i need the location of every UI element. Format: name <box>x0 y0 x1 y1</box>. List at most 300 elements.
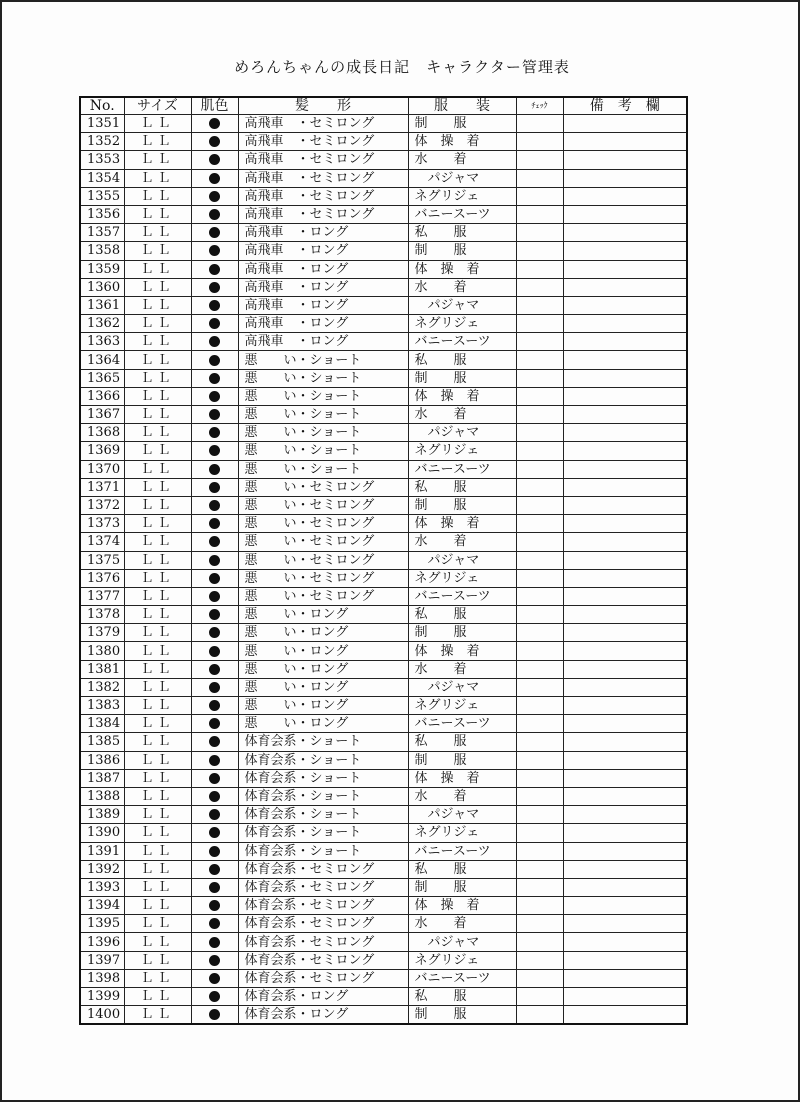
cell-notes <box>563 733 687 751</box>
cell-size: ＬＬ <box>124 988 191 1006</box>
cell-size: ＬＬ <box>124 260 191 278</box>
cell-notes <box>563 533 687 551</box>
cell-skin <box>191 296 238 314</box>
cell-skin <box>191 769 238 787</box>
skin-dot-icon <box>209 773 220 784</box>
cell-size: ＬＬ <box>124 442 191 460</box>
cell-skin <box>191 842 238 860</box>
cell-check <box>516 842 563 860</box>
cell-size: ＬＬ <box>124 296 191 314</box>
cell-no: 1356 <box>80 205 124 223</box>
cell-check <box>516 478 563 496</box>
cell-hair: 体育会系・セミロング <box>238 969 408 987</box>
cell-outfit: 制 服 <box>408 496 516 514</box>
cell-skin <box>191 133 238 151</box>
cell-notes <box>563 697 687 715</box>
cell-notes <box>563 442 687 460</box>
table-row <box>80 678 687 696</box>
cell-notes <box>563 988 687 1006</box>
cell-check <box>516 351 563 369</box>
cell-check <box>516 333 563 351</box>
skin-dot-icon <box>209 809 220 820</box>
cell-outfit: 体 操 着 <box>408 387 516 405</box>
cell-skin <box>191 624 238 642</box>
cell-outfit: ネグリジェ <box>408 187 516 205</box>
cell-size: ＬＬ <box>124 587 191 605</box>
skin-dot-icon <box>209 864 220 875</box>
table-row <box>80 988 687 1006</box>
cell-hair: 体育会系・ショート <box>238 733 408 751</box>
cell-no: 1366 <box>80 387 124 405</box>
cell-no: 1365 <box>80 369 124 387</box>
cell-no: 1377 <box>80 587 124 605</box>
cell-hair: 悪 い・ショート <box>238 387 408 405</box>
skin-dot-icon <box>209 973 220 984</box>
skin-dot-icon <box>209 918 220 929</box>
cell-size: ＬＬ <box>124 205 191 223</box>
cell-size: ＬＬ <box>124 969 191 987</box>
cell-skin <box>191 915 238 933</box>
cell-skin <box>191 787 238 805</box>
skin-dot-icon <box>209 518 220 529</box>
cell-outfit: 私 服 <box>408 606 516 624</box>
cell-size: ＬＬ <box>124 333 191 351</box>
cell-check <box>516 533 563 551</box>
cell-notes <box>563 878 687 896</box>
skin-dot-icon <box>209 300 220 311</box>
table-row <box>80 442 687 460</box>
cell-hair: 悪 い・ロング <box>238 624 408 642</box>
header-hair: 髪 形 <box>238 97 408 115</box>
table-row <box>80 842 687 860</box>
cell-hair: 悪 い・ロング <box>238 715 408 733</box>
cell-outfit: ネグリジェ <box>408 442 516 460</box>
cell-outfit: 体 操 着 <box>408 897 516 915</box>
cell-hair: 体育会系・セミロング <box>238 878 408 896</box>
cell-size: ＬＬ <box>124 515 191 533</box>
table-row <box>80 751 687 769</box>
skin-dot-icon <box>209 955 220 966</box>
cell-size: ＬＬ <box>124 733 191 751</box>
cell-check <box>516 660 563 678</box>
cell-hair: 体育会系・ショート <box>238 787 408 805</box>
cell-skin <box>191 224 238 242</box>
cell-outfit: パジャマ <box>408 424 516 442</box>
cell-no: 1393 <box>80 878 124 896</box>
table-row <box>80 1006 687 1025</box>
cell-notes <box>563 860 687 878</box>
cell-outfit: パジャマ <box>408 296 516 314</box>
table-row <box>80 351 687 369</box>
cell-no: 1362 <box>80 315 124 333</box>
cell-no: 1369 <box>80 442 124 460</box>
cell-check <box>516 551 563 569</box>
cell-skin <box>191 115 238 133</box>
skin-dot-icon <box>209 464 220 475</box>
cell-outfit: ネグリジェ <box>408 697 516 715</box>
cell-no: 1357 <box>80 224 124 242</box>
cell-notes <box>563 624 687 642</box>
skin-dot-icon <box>209 336 220 347</box>
table-row <box>80 787 687 805</box>
cell-hair: 高飛車 ・セミロング <box>238 187 408 205</box>
header-size: サイズ <box>124 97 191 115</box>
table-row <box>80 642 687 660</box>
cell-check <box>516 878 563 896</box>
header-outfit: 服 装 <box>408 97 516 115</box>
cell-notes <box>563 842 687 860</box>
table-row <box>80 224 687 242</box>
skin-dot-icon <box>209 1009 220 1020</box>
cell-hair: 悪 い・セミロング <box>238 587 408 605</box>
cell-no: 1376 <box>80 569 124 587</box>
cell-check <box>516 169 563 187</box>
cell-notes <box>563 897 687 915</box>
cell-notes <box>563 315 687 333</box>
cell-no: 1360 <box>80 278 124 296</box>
cell-skin <box>191 878 238 896</box>
cell-outfit: 制 服 <box>408 878 516 896</box>
cell-skin <box>191 642 238 660</box>
cell-notes <box>563 187 687 205</box>
skin-dot-icon <box>209 318 220 329</box>
cell-no: 1373 <box>80 515 124 533</box>
table-row <box>80 533 687 551</box>
cell-no: 1352 <box>80 133 124 151</box>
skin-dot-icon <box>209 827 220 838</box>
cell-outfit: パジャマ <box>408 806 516 824</box>
cell-no: 1370 <box>80 460 124 478</box>
cell-no: 1375 <box>80 551 124 569</box>
skin-dot-icon <box>209 791 220 802</box>
table-row <box>80 897 687 915</box>
cell-no: 1372 <box>80 496 124 514</box>
cell-size: ＬＬ <box>124 569 191 587</box>
skin-dot-icon <box>209 536 220 547</box>
cell-check <box>516 296 563 314</box>
cell-hair: 高飛車 ・ロング <box>238 224 408 242</box>
skin-dot-icon <box>209 664 220 675</box>
cell-no: 1385 <box>80 733 124 751</box>
skin-dot-icon <box>209 937 220 948</box>
cell-outfit: 制 服 <box>408 369 516 387</box>
skin-dot-icon <box>209 191 220 202</box>
cell-check <box>516 387 563 405</box>
cell-outfit: バニースーツ <box>408 333 516 351</box>
cell-notes <box>563 406 687 424</box>
cell-outfit: 水 着 <box>408 406 516 424</box>
cell-outfit: バニースーツ <box>408 205 516 223</box>
table-row <box>80 606 687 624</box>
cell-skin <box>191 733 238 751</box>
cell-hair: 悪 い・セミロング <box>238 569 408 587</box>
cell-check <box>516 515 563 533</box>
cell-check <box>516 988 563 1006</box>
cell-skin <box>191 278 238 296</box>
cell-size: ＬＬ <box>124 769 191 787</box>
skin-dot-icon <box>209 882 220 893</box>
cell-hair: 体育会系・セミロング <box>238 933 408 951</box>
cell-size: ＬＬ <box>124 460 191 478</box>
cell-notes <box>563 424 687 442</box>
cell-size: ＬＬ <box>124 624 191 642</box>
cell-hair: 体育会系・ロング <box>238 988 408 1006</box>
cell-hair: 体育会系・セミロング <box>238 897 408 915</box>
table-row <box>80 169 687 187</box>
cell-size: ＬＬ <box>124 369 191 387</box>
cell-outfit: 体 操 着 <box>408 133 516 151</box>
cell-check <box>516 496 563 514</box>
cell-check <box>516 624 563 642</box>
cell-no: 1381 <box>80 660 124 678</box>
cell-hair: 悪 い・ショート <box>238 406 408 424</box>
cell-outfit: 水 着 <box>408 533 516 551</box>
cell-no: 1355 <box>80 187 124 205</box>
table-row <box>80 260 687 278</box>
table-row <box>80 769 687 787</box>
skin-dot-icon <box>209 646 220 657</box>
skin-dot-icon <box>209 682 220 693</box>
header-skin: 肌色 <box>191 97 238 115</box>
cell-size: ＬＬ <box>124 169 191 187</box>
cell-check <box>516 406 563 424</box>
skin-dot-icon <box>209 264 220 275</box>
cell-notes <box>563 260 687 278</box>
cell-hair: 悪 い・ロング <box>238 660 408 678</box>
cell-no: 1386 <box>80 751 124 769</box>
cell-check <box>516 224 563 242</box>
cell-outfit: 制 服 <box>408 1006 516 1025</box>
cell-check <box>516 897 563 915</box>
cell-hair: 高飛車 ・セミロング <box>238 115 408 133</box>
cell-hair: 高飛車 ・ロング <box>238 260 408 278</box>
table-row <box>80 187 687 205</box>
cell-hair: 高飛車 ・セミロング <box>238 169 408 187</box>
cell-outfit: パジャマ <box>408 169 516 187</box>
skin-dot-icon <box>209 755 220 766</box>
cell-skin <box>191 351 238 369</box>
cell-hair: 悪 い・ショート <box>238 442 408 460</box>
table-row <box>80 242 687 260</box>
cell-check <box>516 442 563 460</box>
table-row <box>80 387 687 405</box>
cell-size: ＬＬ <box>124 551 191 569</box>
cell-size: ＬＬ <box>124 897 191 915</box>
cell-outfit: パジャマ <box>408 933 516 951</box>
skin-dot-icon <box>209 627 220 638</box>
table-body <box>80 115 687 1025</box>
cell-outfit: ネグリジェ <box>408 824 516 842</box>
cell-notes <box>563 369 687 387</box>
cell-notes <box>563 478 687 496</box>
cell-skin <box>191 533 238 551</box>
cell-outfit: 水 着 <box>408 278 516 296</box>
cell-notes <box>563 660 687 678</box>
cell-hair: 体育会系・ショート <box>238 824 408 842</box>
cell-notes <box>563 915 687 933</box>
cell-size: ＬＬ <box>124 878 191 896</box>
table-row <box>80 424 687 442</box>
skin-dot-icon <box>209 700 220 711</box>
cell-check <box>516 678 563 696</box>
table-row <box>80 296 687 314</box>
cell-notes <box>563 333 687 351</box>
cell-notes <box>563 969 687 987</box>
cell-skin <box>191 551 238 569</box>
cell-no: 1395 <box>80 915 124 933</box>
skin-dot-icon <box>209 427 220 438</box>
cell-notes <box>563 606 687 624</box>
cell-no: 1387 <box>80 769 124 787</box>
cell-size: ＬＬ <box>124 642 191 660</box>
cell-notes <box>563 715 687 733</box>
cell-skin <box>191 806 238 824</box>
table-row <box>80 569 687 587</box>
cell-no: 1374 <box>80 533 124 551</box>
cell-notes <box>563 387 687 405</box>
cell-check <box>516 969 563 987</box>
skin-dot-icon <box>209 154 220 165</box>
table-row <box>80 969 687 987</box>
cell-hair: 悪 い・ショート <box>238 351 408 369</box>
cell-hair: 高飛車 ・セミロング <box>238 133 408 151</box>
table-row <box>80 860 687 878</box>
cell-size: ＬＬ <box>124 678 191 696</box>
cell-outfit: 私 服 <box>408 224 516 242</box>
cell-notes <box>563 587 687 605</box>
cell-outfit: 水 着 <box>408 151 516 169</box>
cell-skin <box>191 569 238 587</box>
cell-no: 1351 <box>80 115 124 133</box>
table-row <box>80 278 687 296</box>
cell-size: ＬＬ <box>124 133 191 151</box>
cell-check <box>516 860 563 878</box>
character-management-table <box>79 96 688 1025</box>
cell-hair: 悪 い・ロング <box>238 678 408 696</box>
skin-dot-icon <box>209 391 220 402</box>
skin-dot-icon <box>209 555 220 566</box>
cell-outfit: ネグリジェ <box>408 951 516 969</box>
cell-check <box>516 115 563 133</box>
cell-no: 1371 <box>80 478 124 496</box>
cell-check <box>516 424 563 442</box>
cell-no: 1354 <box>80 169 124 187</box>
cell-notes <box>563 551 687 569</box>
cell-outfit: ネグリジェ <box>408 569 516 587</box>
cell-no: 1359 <box>80 260 124 278</box>
cell-notes <box>563 642 687 660</box>
cell-notes <box>563 151 687 169</box>
table-row <box>80 315 687 333</box>
cell-hair: 高飛車 ・ロング <box>238 278 408 296</box>
cell-no: 1379 <box>80 624 124 642</box>
cell-notes <box>563 205 687 223</box>
cell-size: ＬＬ <box>124 224 191 242</box>
cell-outfit: 私 服 <box>408 733 516 751</box>
cell-skin <box>191 1006 238 1025</box>
cell-hair: 悪 い・ショート <box>238 424 408 442</box>
table-row <box>80 697 687 715</box>
table-row <box>80 478 687 496</box>
cell-size: ＬＬ <box>124 187 191 205</box>
cell-no: 1353 <box>80 151 124 169</box>
cell-size: ＬＬ <box>124 715 191 733</box>
skin-dot-icon <box>209 718 220 729</box>
cell-skin <box>191 751 238 769</box>
cell-hair: 高飛車 ・ロング <box>238 315 408 333</box>
cell-check <box>516 133 563 151</box>
cell-notes <box>563 1006 687 1025</box>
cell-hair: 高飛車 ・ロング <box>238 333 408 351</box>
cell-skin <box>191 369 238 387</box>
cell-outfit: バニースーツ <box>408 460 516 478</box>
cell-no: 1358 <box>80 242 124 260</box>
cell-size: ＬＬ <box>124 860 191 878</box>
cell-hair: 高飛車 ・セミロング <box>238 205 408 223</box>
cell-no: 1383 <box>80 697 124 715</box>
cell-notes <box>563 951 687 969</box>
cell-no: 1361 <box>80 296 124 314</box>
cell-check <box>516 260 563 278</box>
cell-check <box>516 315 563 333</box>
cell-hair: 悪 い・ショート <box>238 460 408 478</box>
table-row <box>80 806 687 824</box>
cell-outfit: 私 服 <box>408 860 516 878</box>
cell-no: 1363 <box>80 333 124 351</box>
cell-skin <box>191 606 238 624</box>
cell-no: 1382 <box>80 678 124 696</box>
cell-skin <box>191 969 238 987</box>
cell-skin <box>191 387 238 405</box>
cell-check <box>516 278 563 296</box>
table-row <box>80 551 687 569</box>
cell-notes <box>563 224 687 242</box>
cell-size: ＬＬ <box>124 751 191 769</box>
header-check: ﾁｪｯｸ <box>516 97 563 115</box>
cell-skin <box>191 187 238 205</box>
cell-check <box>516 806 563 824</box>
cell-size: ＬＬ <box>124 697 191 715</box>
cell-size: ＬＬ <box>124 315 191 333</box>
cell-no: 1394 <box>80 897 124 915</box>
cell-no: 1398 <box>80 969 124 987</box>
cell-skin <box>191 442 238 460</box>
cell-hair: 体育会系・ショート <box>238 751 408 769</box>
skin-dot-icon <box>209 991 220 1002</box>
table-header-row <box>80 97 687 115</box>
cell-size: ＬＬ <box>124 151 191 169</box>
cell-notes <box>563 133 687 151</box>
cell-notes <box>563 787 687 805</box>
cell-hair: 悪 い・セミロング <box>238 478 408 496</box>
cell-notes <box>563 296 687 314</box>
skin-dot-icon <box>209 355 220 366</box>
cell-size: ＬＬ <box>124 351 191 369</box>
cell-check <box>516 187 563 205</box>
cell-notes <box>563 678 687 696</box>
cell-hair: 高飛車 ・ロング <box>238 242 408 260</box>
cell-no: 1391 <box>80 842 124 860</box>
skin-dot-icon <box>209 173 220 184</box>
cell-skin <box>191 660 238 678</box>
cell-skin <box>191 315 238 333</box>
cell-no: 1384 <box>80 715 124 733</box>
table-row <box>80 460 687 478</box>
table-row <box>80 587 687 605</box>
cell-size: ＬＬ <box>124 842 191 860</box>
cell-hair: 悪 い・セミロング <box>238 533 408 551</box>
skin-dot-icon <box>209 118 220 129</box>
